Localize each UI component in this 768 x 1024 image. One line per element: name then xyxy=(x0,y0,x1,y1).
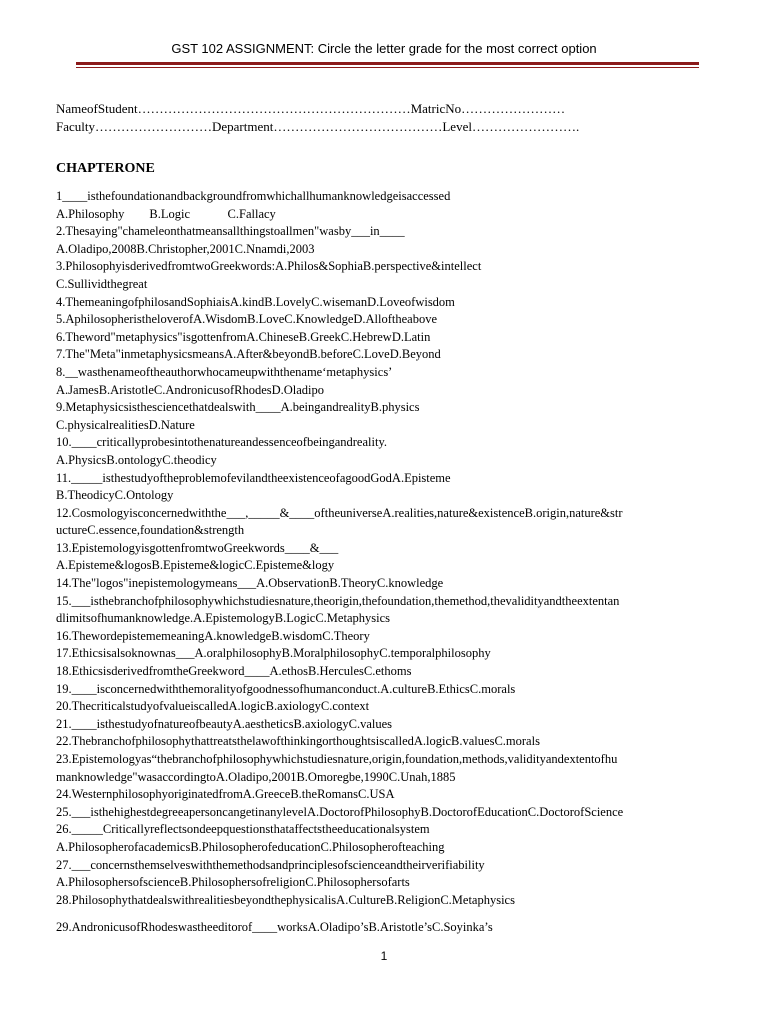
question-item xyxy=(56,857,706,892)
student-name-matric-line: NameofStudent………………………………………………………MatricNo…………………… xyxy=(56,101,566,116)
question-item xyxy=(56,329,706,347)
question-text: 24.WesternphilosophyoriginatedfromA.GreeceB.theRomansC.USA xyxy=(56,787,395,802)
question-item xyxy=(56,223,706,258)
question-item xyxy=(56,698,706,716)
question-text: 2.Thesaying"chameleonthatmeansallthingstoallmen"wasby___in____ xyxy=(56,224,405,239)
question-text: 4.ThemeaningofphilosandSophiaisA.kindB.LovelyC.wisemanD.Loveofwisdom xyxy=(56,294,455,309)
question-text: 27.___concernsthemselveswiththemethodsandprinciplesofscienceandtheirverifiability xyxy=(56,857,485,872)
question-options: A.Oladipo,2008B.Christopher,2001C.Nnamdi,2003 xyxy=(56,241,315,256)
question-item xyxy=(56,919,706,937)
question-item xyxy=(56,434,706,469)
question-options: A.Philosophy B.Logic C.Fallacy xyxy=(56,206,276,221)
question-text: 25.___isthehighestdegreeapersoncangetinanylevelA.DoctorofPhilosophyB.DoctorofEducationC.DoctorofScience xyxy=(56,804,624,819)
question-options: A.PhilosopherofacademicsB.PhilosopherofeducationC.Philosopherofteaching xyxy=(56,839,445,854)
question-item xyxy=(56,804,706,822)
question-item xyxy=(56,505,706,540)
question-item xyxy=(56,645,706,663)
question-item xyxy=(56,311,706,329)
question-options: A.Episteme&logosB.Episteme&logicC.Episteme&logy xyxy=(56,558,335,573)
question-text: 12.Cosmologyisconcernedwiththe___,_____&____oftheuniverseA.realities,nature&existenceB.origin,nature&str xyxy=(56,505,623,520)
question-text: 6.Theword"metaphysics"isgottenfromA.ChineseB.GreekC.HebrewD.Latin xyxy=(56,329,431,344)
question-item xyxy=(56,628,706,646)
question-text: 17.Ethicsisalsoknownas___A.oralphilosophyB.MoralphilosophyC.temporalphilosophy xyxy=(56,646,491,661)
question-item xyxy=(56,188,706,223)
question-text: 5.AphilosopheristheloverofA.WisdomB.LoveC.KnowledgeD.Alloftheabove xyxy=(56,312,438,327)
question-options: manknowledge"wasaccordingtoA.Oladipo,2001B.Omoregbe,1990C.Unah,1885 xyxy=(56,769,456,784)
question-item xyxy=(56,470,706,505)
question-text: 29.AndronicusofRhodeswastheeditorof____worksA.Oladipo’sB.Aristotle’sC.Soyinka’s xyxy=(56,920,493,935)
question-options: A.PhilosophersofscienceB.PhilosophersofreligionC.Philosophersofarts xyxy=(56,875,410,890)
question-item xyxy=(56,716,706,734)
question-item xyxy=(56,364,706,399)
question-text: 19.____isconcernedwiththemoralityofgoodnessofhumanconduct.A.cultureB.EthicsC.morals xyxy=(56,681,516,696)
question-item xyxy=(56,733,706,751)
chapter-title: CHAPTERONE xyxy=(56,161,155,176)
question-text: 21.____isthestudyofnatureofbeautyA.aestheticsB.axiologyC.values xyxy=(56,716,393,731)
question-item xyxy=(56,593,706,628)
page-header-title: GST 102 ASSIGNMENT: Circle the letter grade for the most correct option xyxy=(171,41,597,56)
question-options: C.physicalrealitiesD.Nature xyxy=(56,417,195,432)
question-text: 13.EpistemologyisgottenfromtwoGreekwords____&___ xyxy=(56,540,339,555)
question-text: 14.The"logos"inepistemologymeans___A.ObservationB.TheoryC.knowledge xyxy=(56,576,444,591)
question-text: 28.PhilosophythatdealswithrealitiesbeyondthephysicalisA.CultureB.ReligionC.Metaphysics xyxy=(56,892,515,907)
question-item xyxy=(56,294,706,312)
question-options: B.TheodicyC.Ontology xyxy=(56,488,174,503)
question-text: 8.__wasthenameoftheauthorwhocameupwiththename‘metaphysics’ xyxy=(56,364,393,379)
question-item xyxy=(56,399,706,434)
question-item xyxy=(56,346,706,364)
question-text: 16.ThewordepistememeaningA.knowledgeB.wisdomC.Theory xyxy=(56,628,370,643)
header-rule-thin xyxy=(76,67,699,68)
question-options: C.Sullividthegreat xyxy=(56,276,148,291)
question-text: 10.____criticallyprobesintothenatureandessenceofbeingandreality. xyxy=(56,435,388,450)
question-text: 3.PhilosophyisderivedfromtwoGreekwords:A.Philos&SophiaB.perspective&intellect xyxy=(56,259,482,274)
question-item xyxy=(56,575,706,593)
question-options: A.PhysicsB.ontologyC.theodicy xyxy=(56,452,217,467)
question-item xyxy=(56,751,706,786)
question-item xyxy=(56,258,706,293)
question-text: 1____isthefoundationandbackgroundfromwhichallhumanknowledgeisaccessed xyxy=(56,189,451,203)
question-item xyxy=(56,892,706,910)
page-number: 1 xyxy=(380,949,388,963)
question-text: 9.Metaphysicsisthesciencethatdealswith____A.beingandrealityB.physics xyxy=(56,400,420,415)
student-info-block xyxy=(56,100,579,136)
question-text: 18.EthicsisderivedfromtheGreekword____A.ethosB.HerculesC.ethoms xyxy=(56,664,412,679)
question-options: uctureC.essence,foundation&strength xyxy=(56,523,245,538)
question-item xyxy=(56,821,706,856)
question-item xyxy=(56,663,706,681)
question-text: 15.___isthebranchofphilosophywhichstudiesnature,theorigin,thefoundation,themethod,thevalidityandtheextentan xyxy=(56,593,620,608)
question-text: 22.ThebranchofphilosophythattreatsthelawofthinkingorthoughtsiscalledA.logicB.valuesC.morals xyxy=(56,734,540,749)
question-options: dlimitsofhumanknowledge.A.EpistemologyB.LogicC.Metaphysics xyxy=(56,611,390,626)
question-text: 26._____Criticallyreflectsondeepquestionsthataffectstheeducationalsystem xyxy=(56,822,430,837)
question-text: 11._____isthestudyoftheproblemofevilandtheexistenceofagoodGodA.Episteme xyxy=(56,470,451,485)
question-text: 23.Epistemologyas“thebranchofphilosophywhichstudiesnature,origin,foundation,methods,validityandextentofhu xyxy=(56,752,618,766)
question-text: 7.The"Meta"inmetaphysicsmeansA.After&beyondB.beforeC.LoveD.Beyond xyxy=(56,347,441,362)
question-list xyxy=(56,188,706,937)
header-rule-thick xyxy=(76,62,699,65)
question-options: A.JamesB.AristotleC.AndronicusofRhodesD.Oladipo xyxy=(56,382,325,397)
question-item xyxy=(56,681,706,699)
faculty-department-level-line: Faculty………………………Department…………………………………Level……………………. xyxy=(56,119,580,134)
question-text: 20.ThecriticalstudyofvalueiscalledA.logicB.axiologyC.context xyxy=(56,699,370,714)
question-item xyxy=(56,540,706,575)
question-item xyxy=(56,786,706,804)
